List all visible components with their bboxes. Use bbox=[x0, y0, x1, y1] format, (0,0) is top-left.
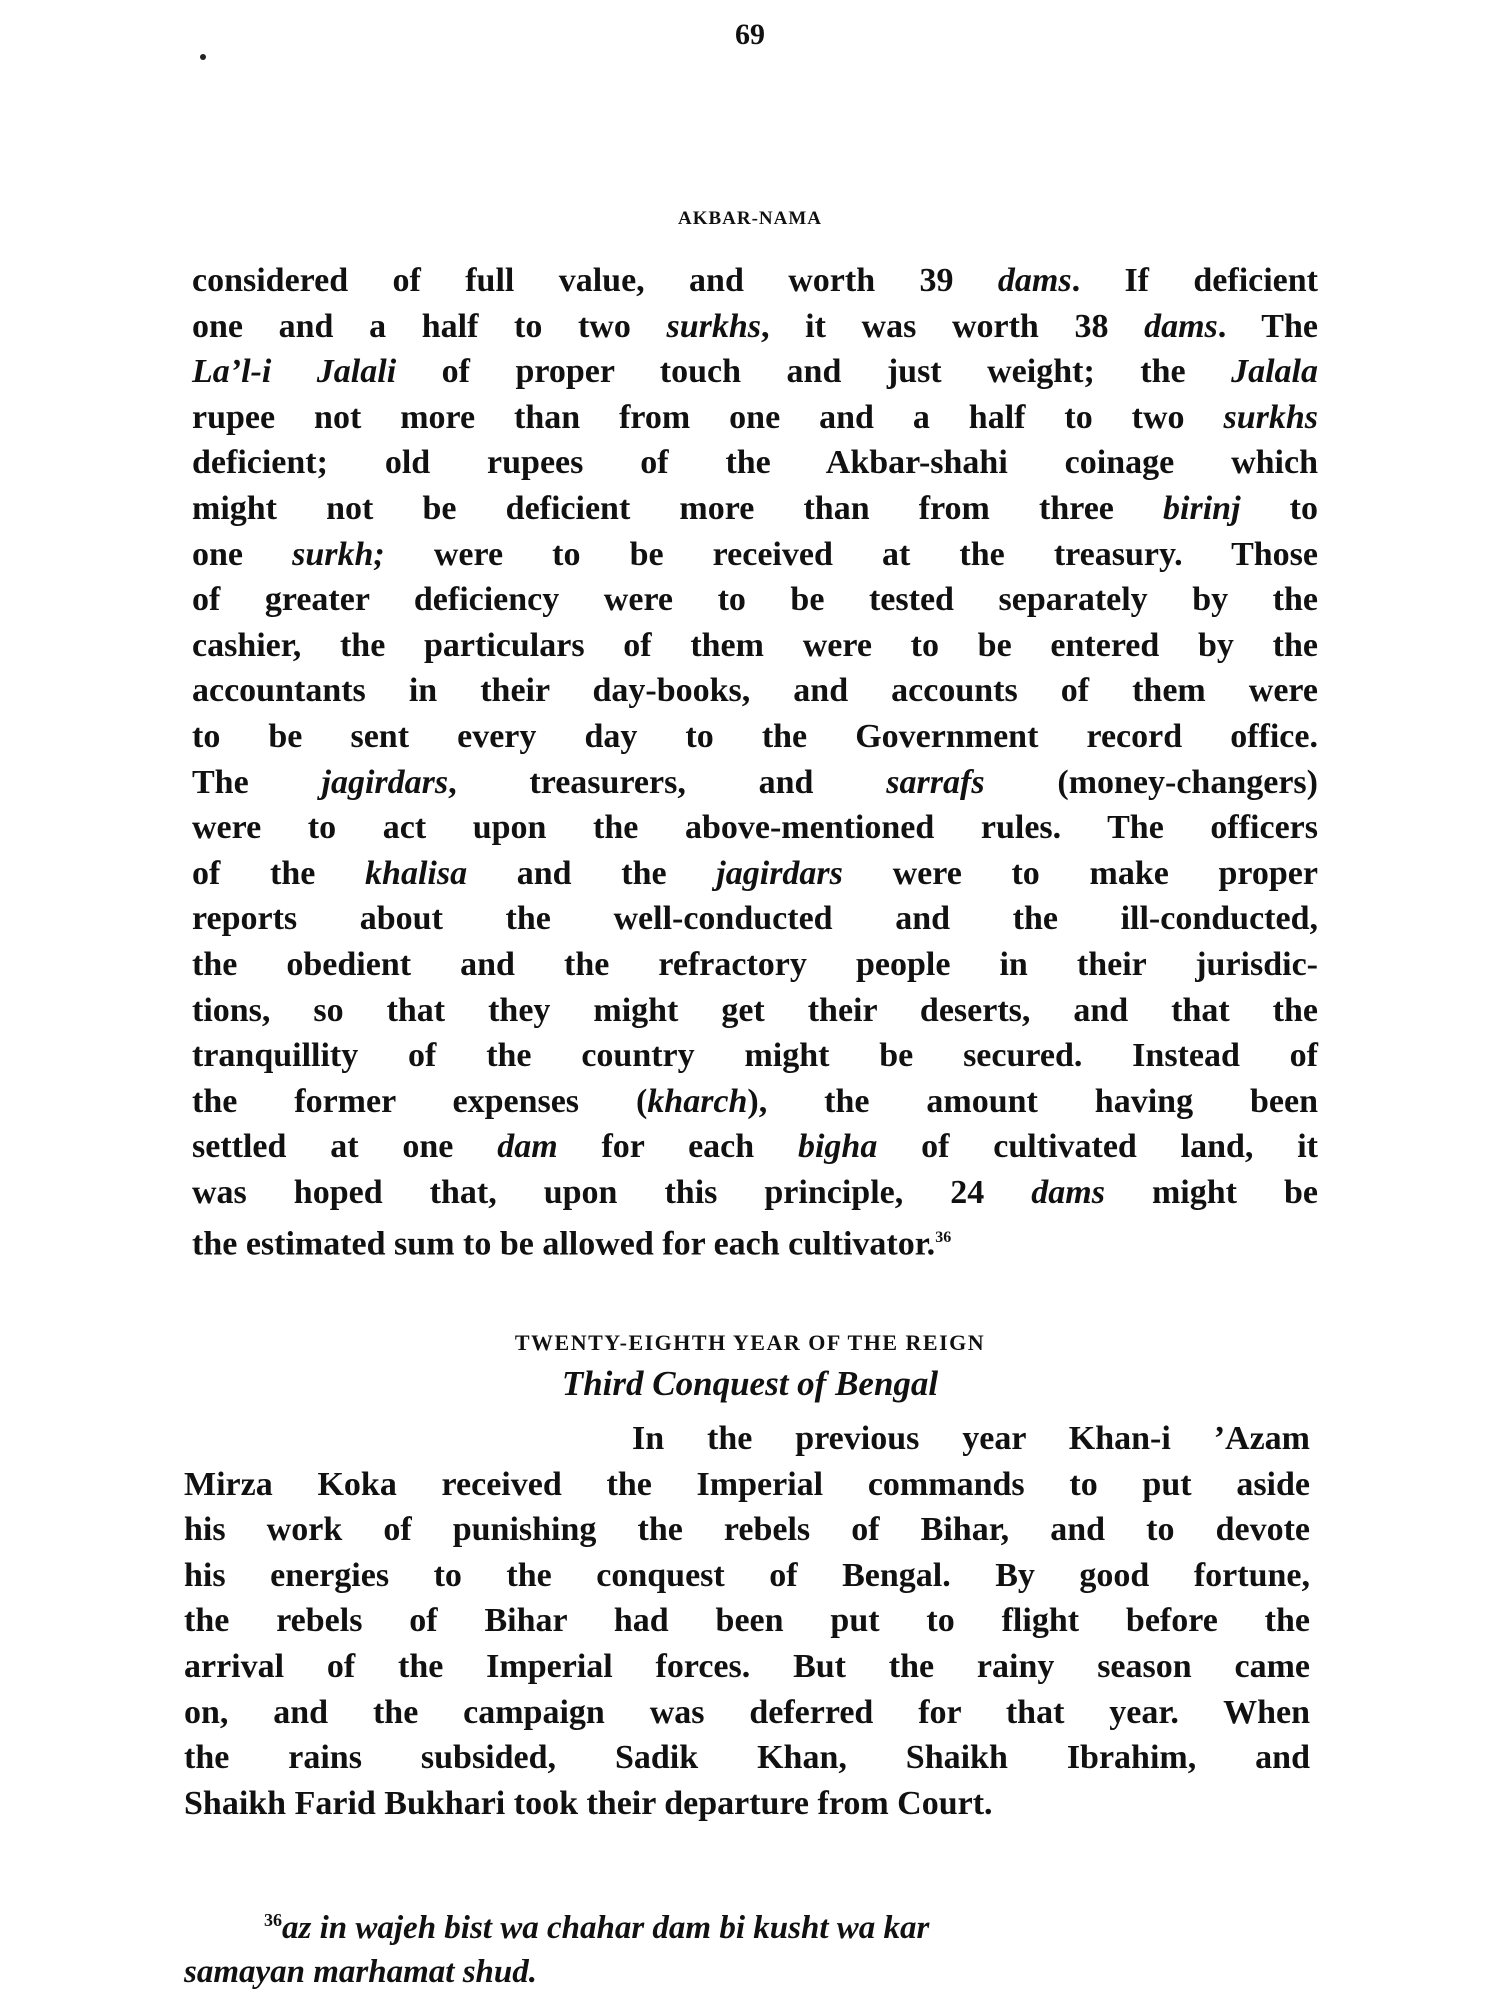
text-line: one and a half to two surkhs, it was worth 38 dams. The bbox=[192, 307, 1318, 345]
text-line: were to act upon the above-mentioned rules. The officers bbox=[192, 809, 1318, 847]
paragraph-third-conquest bbox=[184, 1416, 1310, 1826]
text-line: deficient; old rupees of the Akbar-shahi coinage which bbox=[192, 444, 1318, 482]
text-line: La’l-i Jalali of proper touch and just weight; the Jalala bbox=[192, 353, 1318, 391]
text-line: was hoped that, upon this principle, 24 dams might be bbox=[192, 1173, 1319, 1211]
text-line: the rains subsided, Sadik Khan, Shaikh Ibrahim, and bbox=[184, 1739, 1310, 1777]
text-line: the former expenses (kharch), the amount having been bbox=[192, 1082, 1318, 1120]
text-line: reports about the well-conducted and the ill-conducted, bbox=[192, 900, 1318, 938]
section-heading: TWENTY-EIGHTH YEAR OF THE REIGN bbox=[514, 1330, 986, 1355]
text-line: the rebels of Bihar had been put to flight before the bbox=[184, 1602, 1310, 1640]
text-line: accountants in their day-books, and accounts of them were bbox=[192, 672, 1318, 710]
paragraph-akbar-nama-revenue bbox=[192, 258, 1318, 1267]
text-line: on, and the campaign was deferred for that year. When bbox=[184, 1693, 1310, 1731]
footnote-marker: 36 bbox=[264, 1910, 282, 1930]
text-line: tranquillity of the country might be secured. Instead of bbox=[192, 1037, 1318, 1075]
text-line: of the khalisa and the jagirdars were to make proper bbox=[192, 854, 1318, 892]
page-number: 69 bbox=[735, 18, 765, 51]
text-line: cashier, the particulars of them were to be entered by the bbox=[192, 626, 1318, 664]
text-line: one surkh; were to be received at the treasury. Those bbox=[192, 535, 1318, 573]
print-speck bbox=[200, 54, 206, 60]
text-line: the estimated sum to be allowed for each cultivator.$^{36}$ bbox=[192, 1225, 952, 1263]
text-line: might not be deficient more than from three birinj to bbox=[192, 489, 1318, 527]
text-line: of greater deficiency were to be tested separately by the bbox=[192, 581, 1318, 619]
text-line: to be sent every day to the Government record office. bbox=[192, 717, 1318, 755]
footnote-line-2: samayan marhamat shud. bbox=[184, 1954, 538, 1990]
text-line: the obedient and the refractory people in their jurisdic- bbox=[192, 945, 1318, 983]
text-line: his energies to the conquest of Bengal. By good fortune, bbox=[184, 1556, 1310, 1594]
text-line: settled at one dam for each bigha of cultivated land, it bbox=[192, 1128, 1318, 1166]
text-line: tions, so that they might get their deserts, and that the bbox=[192, 991, 1318, 1029]
section-subheading: Third Conquest of Bengal bbox=[561, 1364, 939, 1403]
footnote-reference: 36 bbox=[935, 1229, 952, 1247]
text-line: In the previous year Khan-i ’Azam bbox=[632, 1420, 1310, 1457]
text-line: The jagirdars, treasurers, and sarrafs (money-changers) bbox=[192, 763, 1318, 801]
text-line: Shaikh Farid Bukhari took their departure from Court. bbox=[184, 1784, 993, 1822]
text-line: his work of punishing the rebels of Bihar, and to devote bbox=[184, 1511, 1310, 1549]
text-line: rupee not more than from one and a half to two surkhs bbox=[192, 398, 1318, 436]
text-line: Mirza Koka received the Imperial commands to put aside bbox=[184, 1465, 1310, 1503]
footnote bbox=[184, 1898, 1310, 1994]
text-line: arrival of the Imperial forces. But the rainy season came bbox=[184, 1647, 1310, 1685]
footnote-line-1: $^{36}$az in wajeh bist wa chahar dam bi kusht wa kar bbox=[184, 1898, 1310, 1950]
text-line: considered of full value, and worth 39 dams. If deficient bbox=[192, 262, 1318, 299]
running-title: AKBAR-NAMA bbox=[677, 208, 823, 229]
